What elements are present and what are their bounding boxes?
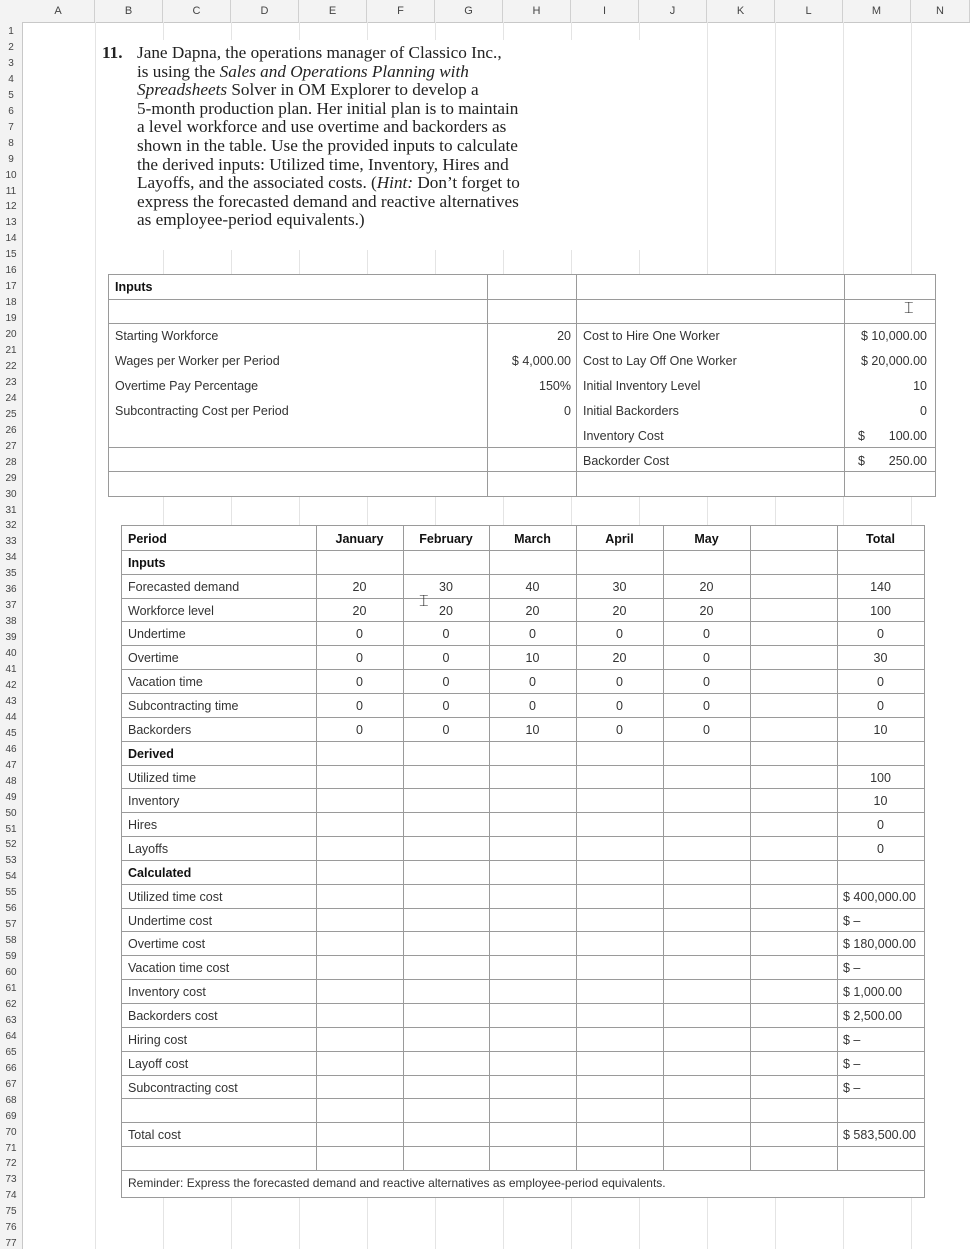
input-label: Cost to Lay Off One Worker (583, 354, 737, 368)
problem-line: Layoffs, and the associated costs. (Hint: Don’t forget to (137, 173, 520, 193)
month-value: 0 (703, 722, 710, 737)
column-divider (403, 526, 404, 1170)
column-divider (576, 275, 577, 496)
total-value: 100 (870, 770, 891, 785)
row-divider (109, 323, 935, 324)
row-divider (122, 1027, 924, 1028)
row-header-13[interactable]: 13 (5, 217, 17, 229)
total-value: $ 180,000.00 (843, 937, 916, 952)
month-value: 30 (612, 579, 627, 594)
input-value: 100.00 (888, 429, 927, 443)
row-header-75[interactable]: 75 (5, 1206, 17, 1218)
total-value: $ – (843, 913, 861, 928)
total-value: $ – (843, 1080, 861, 1095)
month-value: 0 (356, 627, 363, 642)
row-label: Subcontracting cost (128, 1080, 238, 1095)
text-cursor-icon: ⌶ (904, 298, 914, 317)
row-divider (109, 471, 935, 472)
section-heading: Inputs (128, 555, 166, 570)
row-header-36[interactable]: 36 (5, 584, 17, 596)
input-value: $ 20,000.00 (860, 354, 927, 368)
column-header-b[interactable]: B (95, 0, 163, 22)
input-value: 150% (539, 379, 571, 393)
month-value: 20 (699, 579, 714, 594)
inputs-panel (108, 274, 936, 497)
row-header-67[interactable]: 67 (5, 1078, 17, 1090)
row-header-47[interactable]: 47 (5, 759, 17, 771)
month-value: 0 (356, 651, 363, 666)
problem-line: Spreadsheets Solver in OM Explorer to develop a (137, 80, 479, 100)
month-value: 20 (352, 603, 367, 618)
row-divider (109, 299, 935, 300)
column-header-n[interactable]: N (911, 0, 970, 22)
row-header-33[interactable]: 33 (5, 536, 17, 548)
row-header-50[interactable]: 50 (5, 807, 17, 819)
header-period: Period (128, 532, 167, 546)
total-value: 10 (873, 794, 888, 809)
row-label: Backorders (128, 722, 192, 737)
row-divider (122, 812, 924, 813)
row-label: Overtime (128, 651, 179, 666)
input-value: $ 10,000.00 (860, 329, 927, 343)
month-value: 0 (529, 627, 536, 642)
problem-line: as employee-period equivalents.) (137, 210, 365, 230)
row-header-58[interactable]: 58 (5, 935, 17, 947)
row-label: Utilized time (128, 770, 197, 785)
column-header-d[interactable]: D (231, 0, 299, 22)
column-header-bar (0, 0, 970, 23)
month-value: 20 (612, 603, 627, 618)
month-value: 0 (529, 698, 536, 713)
row-divider (122, 765, 924, 766)
gridline (95, 22, 96, 1249)
input-value: 250.00 (888, 454, 927, 468)
total-value: 30 (873, 651, 888, 666)
row-divider (122, 979, 924, 980)
column-header-l[interactable]: L (775, 0, 843, 22)
input-value: 10 (913, 379, 927, 393)
row-header-8[interactable]: 8 (8, 137, 14, 149)
row-header-bar (0, 22, 23, 1249)
row-header-77[interactable]: 77 (5, 1238, 17, 1250)
month-value: 0 (703, 675, 710, 690)
input-label: Initial Inventory Level (583, 379, 701, 393)
header-march: March (514, 532, 551, 546)
total-value: $ 2,500.00 (843, 1009, 903, 1023)
row-divider (122, 884, 924, 885)
header-february: February (419, 532, 473, 546)
row-header-22[interactable]: 22 (5, 360, 17, 372)
total-value: $ 400,000.00 (843, 889, 916, 904)
problem-line: Jane Dapna, the operations manager of Classico Inc., (137, 43, 502, 62)
row-divider (122, 931, 924, 932)
row-divider (122, 598, 924, 599)
row-divider (122, 645, 924, 646)
row-header-73[interactable]: 73 (5, 1174, 17, 1186)
row-divider (122, 550, 924, 551)
production-plan-table (121, 525, 925, 1198)
total-value: 0 (877, 842, 884, 857)
row-header-72[interactable]: 72 (5, 1158, 17, 1170)
row-divider (122, 1098, 924, 1099)
total-value: 10 (873, 722, 888, 737)
column-header-e[interactable]: E (299, 0, 367, 22)
row-header-51[interactable]: 51 (5, 823, 17, 835)
month-value: 20 (612, 651, 627, 666)
problem-line: 5-month production plan. Her initial plan is to maintain (137, 98, 519, 118)
row-header-4[interactable]: 4 (8, 73, 14, 85)
row-header-9[interactable]: 9 (8, 153, 14, 165)
row-header-28[interactable]: 28 (5, 456, 17, 468)
row-divider (122, 908, 924, 909)
row-header-25[interactable]: 25 (5, 408, 17, 420)
header-april: April (605, 532, 634, 546)
column-divider (489, 526, 490, 1170)
row-label: Undertime cost (128, 913, 213, 928)
month-value: 0 (616, 698, 623, 713)
row-header-46[interactable]: 46 (5, 743, 17, 755)
total-value: 100 (870, 603, 891, 618)
row-label: Backorders cost (128, 1009, 218, 1023)
row-divider (122, 1146, 924, 1147)
row-divider (122, 669, 924, 670)
row-header-64[interactable]: 64 (5, 1030, 17, 1042)
row-divider (122, 717, 924, 718)
row-header-48[interactable]: 48 (5, 775, 17, 787)
row-divider (122, 1122, 924, 1123)
column-divider (576, 526, 577, 1170)
row-label: Inventory (128, 794, 180, 809)
row-header-23[interactable]: 23 (5, 376, 17, 388)
row-header-65[interactable]: 65 (5, 1046, 17, 1058)
row-header-34[interactable]: 34 (5, 552, 17, 564)
row-header-66[interactable]: 66 (5, 1062, 17, 1074)
row-header-68[interactable]: 68 (5, 1094, 17, 1106)
column-header-h[interactable]: H (503, 0, 571, 22)
column-divider (316, 526, 317, 1170)
row-header-61[interactable]: 61 (5, 983, 17, 994)
row-header-35[interactable]: 35 (5, 568, 17, 580)
row-header-11[interactable]: 11 (5, 185, 17, 197)
row-header-38[interactable]: 38 (5, 616, 17, 628)
column-header-i[interactable]: I (571, 0, 639, 22)
problem-line: a level workforce and use overtime and backorders as (137, 117, 507, 137)
input-value: 0 (564, 404, 571, 418)
column-header-j[interactable]: J (639, 0, 707, 22)
row-header-7[interactable]: 7 (8, 121, 14, 133)
total-value: 140 (870, 579, 891, 594)
row-label: Hires (128, 818, 158, 833)
section-heading: Calculated (128, 865, 192, 880)
row-divider (122, 788, 924, 789)
row-divider (122, 1003, 924, 1004)
month-value: 10 (525, 722, 540, 737)
month-value: 20 (439, 603, 453, 618)
column-divider (750, 526, 751, 1170)
row-divider (122, 574, 924, 575)
row-header-15[interactable]: 15 (5, 249, 17, 261)
text-cursor-icon: ⌶ (419, 591, 429, 610)
month-value: 10 (525, 651, 540, 666)
row-label: Total cost (128, 1128, 181, 1143)
row-header-20[interactable]: 20 (5, 329, 17, 341)
row-divider (122, 836, 924, 837)
inputs-title: Inputs (115, 280, 153, 294)
row-header-62[interactable]: 62 (5, 998, 17, 1010)
column-header-g[interactable]: G (435, 0, 503, 22)
row-header-27[interactable]: 27 (5, 440, 17, 452)
input-value: $ 4,000.00 (511, 354, 571, 368)
header-total: Total (866, 532, 895, 546)
month-value: 0 (442, 698, 450, 713)
row-header-26[interactable]: 26 (5, 424, 17, 436)
row-divider (122, 693, 924, 694)
column-divider (663, 526, 664, 1170)
input-label: Initial Backorders (583, 404, 679, 418)
row-header-44[interactable]: 44 (5, 711, 17, 723)
row-header-60[interactable]: 60 (5, 967, 17, 979)
month-value: 20 (699, 603, 714, 618)
row-label: Hiring cost (128, 1032, 188, 1047)
total-value: 0 (877, 627, 884, 642)
column-header-c[interactable]: C (163, 0, 231, 22)
total-value: $ 583,500.00 (843, 1128, 916, 1143)
row-header-63[interactable]: 63 (5, 1014, 17, 1026)
row-header-5[interactable]: 5 (8, 89, 14, 101)
input-label: Starting Workforce (115, 329, 219, 343)
input-label: Inventory Cost (583, 429, 664, 443)
month-value: 30 (439, 579, 453, 594)
row-header-54[interactable]: 54 (5, 871, 17, 883)
row-header-76[interactable]: 76 (5, 1222, 17, 1234)
month-value: 0 (356, 675, 363, 690)
row-header-16[interactable]: 16 (5, 265, 17, 277)
total-value: 0 (877, 698, 884, 713)
input-label: Overtime Pay Percentage (115, 379, 259, 393)
column-header-k[interactable]: K (707, 0, 775, 22)
row-label: Undertime (128, 627, 186, 642)
row-divider (109, 447, 935, 448)
total-value: $ – (843, 961, 861, 976)
column-header-a[interactable]: A (22, 0, 95, 22)
row-header-12[interactable]: 12 (5, 201, 17, 213)
row-header-52[interactable]: 52 (5, 839, 17, 851)
column-header-m[interactable]: M (843, 0, 911, 22)
column-header-f[interactable]: F (367, 0, 435, 22)
row-label: Layoffs (128, 842, 169, 857)
total-value: $ 1,000.00 (843, 985, 903, 1000)
month-value: 0 (356, 698, 363, 713)
header-january: January (335, 532, 384, 546)
total-value: $ – (843, 1032, 861, 1047)
row-header-70[interactable]: 70 (5, 1126, 17, 1138)
month-value: 0 (356, 722, 363, 737)
row-header-24[interactable]: 24 (5, 392, 17, 404)
section-heading: Derived (128, 746, 174, 761)
row-header-10[interactable]: 10 (5, 169, 17, 181)
reminder-note: Reminder: Express the forecasted demand and reactive alternatives as employee-period equivalents. (128, 1175, 666, 1190)
month-value: 0 (442, 627, 450, 642)
row-label: Workforce level (128, 603, 214, 618)
row-label: Utilized time cost (128, 889, 223, 904)
month-value: 0 (442, 675, 450, 690)
problem-line: express the forecasted demand and reactive alternatives (137, 191, 519, 211)
row-divider (122, 1075, 924, 1076)
input-label: Cost to Hire One Worker (583, 329, 720, 343)
problem-number: 11. (102, 43, 123, 62)
row-divider (122, 860, 924, 861)
problem-line: shown in the table. Use the provided inputs to calculate (137, 135, 518, 155)
row-header-74[interactable]: 74 (5, 1190, 17, 1202)
month-value: 0 (442, 651, 450, 666)
total-value: 0 (877, 675, 884, 690)
row-header-59[interactable]: 59 (5, 951, 17, 963)
input-value: 0 (920, 404, 927, 418)
column-divider (844, 275, 845, 496)
row-header-30[interactable]: 30 (5, 488, 17, 500)
month-value: 0 (616, 675, 623, 690)
total-value: $ – (843, 1056, 861, 1071)
month-value: 0 (529, 675, 536, 690)
row-divider (122, 955, 924, 956)
row-header-49[interactable]: 49 (5, 791, 17, 803)
row-label: Vacation time (128, 675, 203, 690)
row-divider (122, 1051, 924, 1052)
row-header-19[interactable]: 19 (5, 313, 17, 325)
row-divider (122, 741, 924, 742)
input-currency: $ (858, 429, 865, 443)
row-header-29[interactable]: 29 (5, 472, 17, 484)
input-currency: $ (858, 454, 865, 468)
row-header-53[interactable]: 53 (5, 855, 17, 867)
row-header-71[interactable]: 71 (5, 1142, 17, 1154)
month-value: 20 (525, 603, 540, 618)
row-header-57[interactable]: 57 (5, 919, 17, 931)
problem-line: is using the Sales and Operations Planning with (137, 61, 469, 81)
row-header-2[interactable]: 2 (8, 41, 14, 53)
row-header-32[interactable]: 32 (5, 520, 17, 532)
row-header-1[interactable]: 1 (8, 26, 14, 37)
row-label: Layoff cost (128, 1056, 189, 1071)
row-header-21[interactable]: 21 (5, 345, 17, 356)
month-value: 0 (442, 722, 450, 737)
column-divider (487, 275, 488, 496)
month-value: 0 (616, 722, 623, 737)
month-value: 0 (703, 698, 710, 713)
header-may: May (694, 532, 719, 546)
row-header-40[interactable]: 40 (5, 648, 17, 660)
month-value: 0 (616, 627, 623, 642)
row-header-31[interactable]: 31 (5, 504, 17, 516)
row-label: Inventory cost (128, 985, 206, 1000)
row-header-37[interactable]: 37 (5, 600, 17, 612)
month-value: 20 (352, 579, 367, 594)
row-header-17[interactable]: 17 (5, 281, 17, 293)
row-header-43[interactable]: 43 (5, 695, 17, 707)
row-header-55[interactable]: 55 (5, 887, 17, 899)
row-header-45[interactable]: 45 (5, 727, 17, 739)
month-value: 0 (703, 651, 710, 666)
month-value: 40 (525, 579, 540, 594)
row-header-18[interactable]: 18 (5, 297, 17, 309)
row-header-14[interactable]: 14 (5, 233, 17, 245)
input-label: Subcontracting Cost per Period (115, 404, 289, 418)
row-label: Overtime cost (128, 937, 206, 952)
problem-statement (100, 40, 645, 250)
total-value: 0 (877, 818, 884, 833)
row-header-3[interactable]: 3 (8, 57, 14, 69)
input-label: Wages per Worker per Period (115, 354, 280, 368)
row-header-42[interactable]: 42 (5, 679, 17, 691)
row-header-39[interactable]: 39 (5, 632, 17, 644)
row-label: Vacation time cost (128, 961, 230, 976)
row-header-69[interactable]: 69 (5, 1110, 17, 1122)
row-header-6[interactable]: 6 (8, 105, 14, 117)
row-header-56[interactable]: 56 (5, 903, 17, 915)
row-label: Subcontracting time (128, 698, 239, 713)
row-label: Forecasted demand (128, 579, 240, 594)
month-value: 0 (703, 627, 710, 642)
row-header-41[interactable]: 41 (5, 664, 17, 675)
input-value: 20 (557, 329, 571, 343)
row-divider (122, 1170, 924, 1171)
input-label: Backorder Cost (583, 454, 670, 468)
row-divider (122, 621, 924, 622)
problem-text (137, 44, 642, 230)
problem-line: the derived inputs: Utilized time, Inventory, Hires and (137, 154, 509, 174)
